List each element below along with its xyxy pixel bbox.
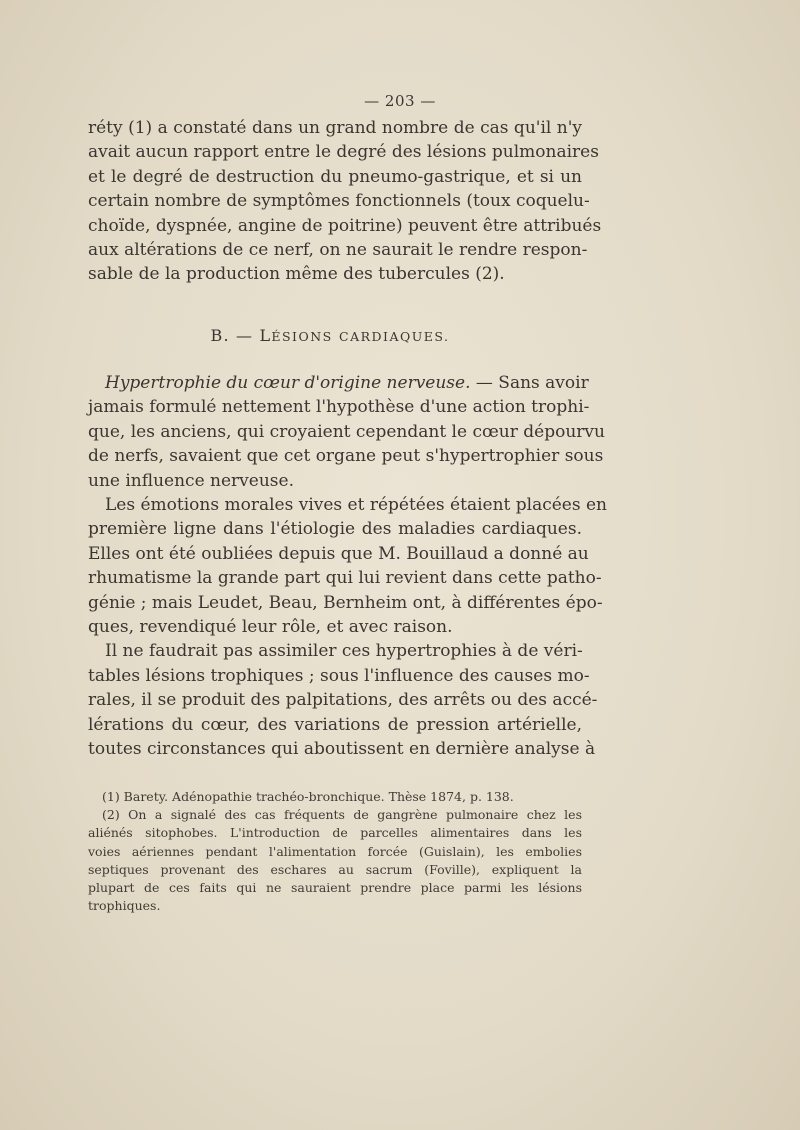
text-fragment: — Sans avoir	[470, 373, 589, 393]
text-line: de nerfs, savaient que cet organe peut s'hypertrophier sous	[88, 446, 604, 467]
text-line: génie ; mais Leudet, Beau, Bernheim ont, à différentes épo-	[88, 592, 603, 613]
text-line: jamais formulé nettement l'hypothèse d'une action trophi-	[88, 397, 590, 418]
footnote-2-line: plupart de ces faits qui ne sauraient prendre place parmi les lésions	[88, 880, 582, 896]
footnote-2-line: voies aériennes pendant l'alimentation forcée (Guislain), les embolies	[88, 843, 582, 859]
page-number: — 203 —	[364, 92, 436, 110]
text-line: lérations du cœur, des variations de pression artérielle,	[88, 714, 582, 735]
section-heading	[0, 326, 660, 345]
section-body	[88, 371, 607, 762]
subsection-title: Hypertrophie du cœur d'origine nerveuse.	[105, 373, 471, 393]
text-line: réty (1) a constaté dans un grand nombre de cas qu'il n'y	[88, 118, 582, 138]
text-line: avait aucun rapport entre le degré des lésions pulmonaires	[88, 142, 599, 163]
footnote-1: (1) Barety. Adénopathie trachéo-bronchique. Thèse 1874, p. 138.	[102, 789, 514, 804]
text-line: Il ne faudrait pas assimiler ces hypertrophies à de véri-	[105, 641, 583, 662]
text-line: première ligne dans l'étiologie des maladies cardiaques.	[88, 519, 582, 540]
text-line: rales, il se produit des palpitations, des arrêts ou des accé-	[88, 690, 598, 711]
footnote-2-line: aliénés sitophobes. L'introduction de parcelles alimentaires dans les	[88, 825, 582, 841]
text-line: tables lésions trophiques ; sous l'influence des causes mo-	[88, 665, 590, 686]
footnote-2-line: (2) On a signalé des cas fréquents de gangrène pulmonaire chez les	[102, 807, 582, 823]
heading-word-2: CARDIAQUES.	[339, 329, 450, 344]
text-line: aux altérations de ce nerf, on ne saurait le rendre respon-	[88, 240, 588, 261]
heading-prefix: B. — L	[210, 326, 272, 345]
text-line: Elles ont été oubliées depuis que M. Bouillaud a donné au	[88, 543, 589, 564]
footnote-2-line: trophiques.	[88, 898, 161, 914]
footnote-2-line: septiques provenant des eschares au sacrum (Foville), expliquent la	[88, 861, 582, 877]
text-line: choïde, dyspnée, angine de poitrine) peuvent être attribués	[88, 215, 602, 236]
text-line: et le degré de destruction du pneumo-gastrique, et si un	[88, 166, 582, 187]
text-line: que, les anciens, qui croyaient cependant le cœur dépourvu	[88, 421, 605, 442]
text-line: toutes circonstances qui aboutissent en dernière analyse à	[88, 739, 596, 760]
footnotes	[88, 788, 582, 915]
text-line: une influence nerveuse.	[88, 470, 294, 491]
heading-word-1: ÉSIONS	[271, 329, 333, 344]
text-line: sable de la production même des tubercules (2).	[88, 264, 505, 285]
paragraph-continuation	[88, 116, 602, 287]
text-line: certain nombre de symptômes fonctionnels (toux coquelu-	[88, 191, 590, 212]
text-line: ques, revendiqué leur rôle, et avec raison.	[88, 617, 453, 638]
text-line: Les émotions morales vives et répétées étaient placées en	[105, 495, 607, 516]
text-line: rhumatisme la grande part qui lui revient dans cette patho-	[88, 568, 602, 589]
text-line	[88, 371, 589, 395]
